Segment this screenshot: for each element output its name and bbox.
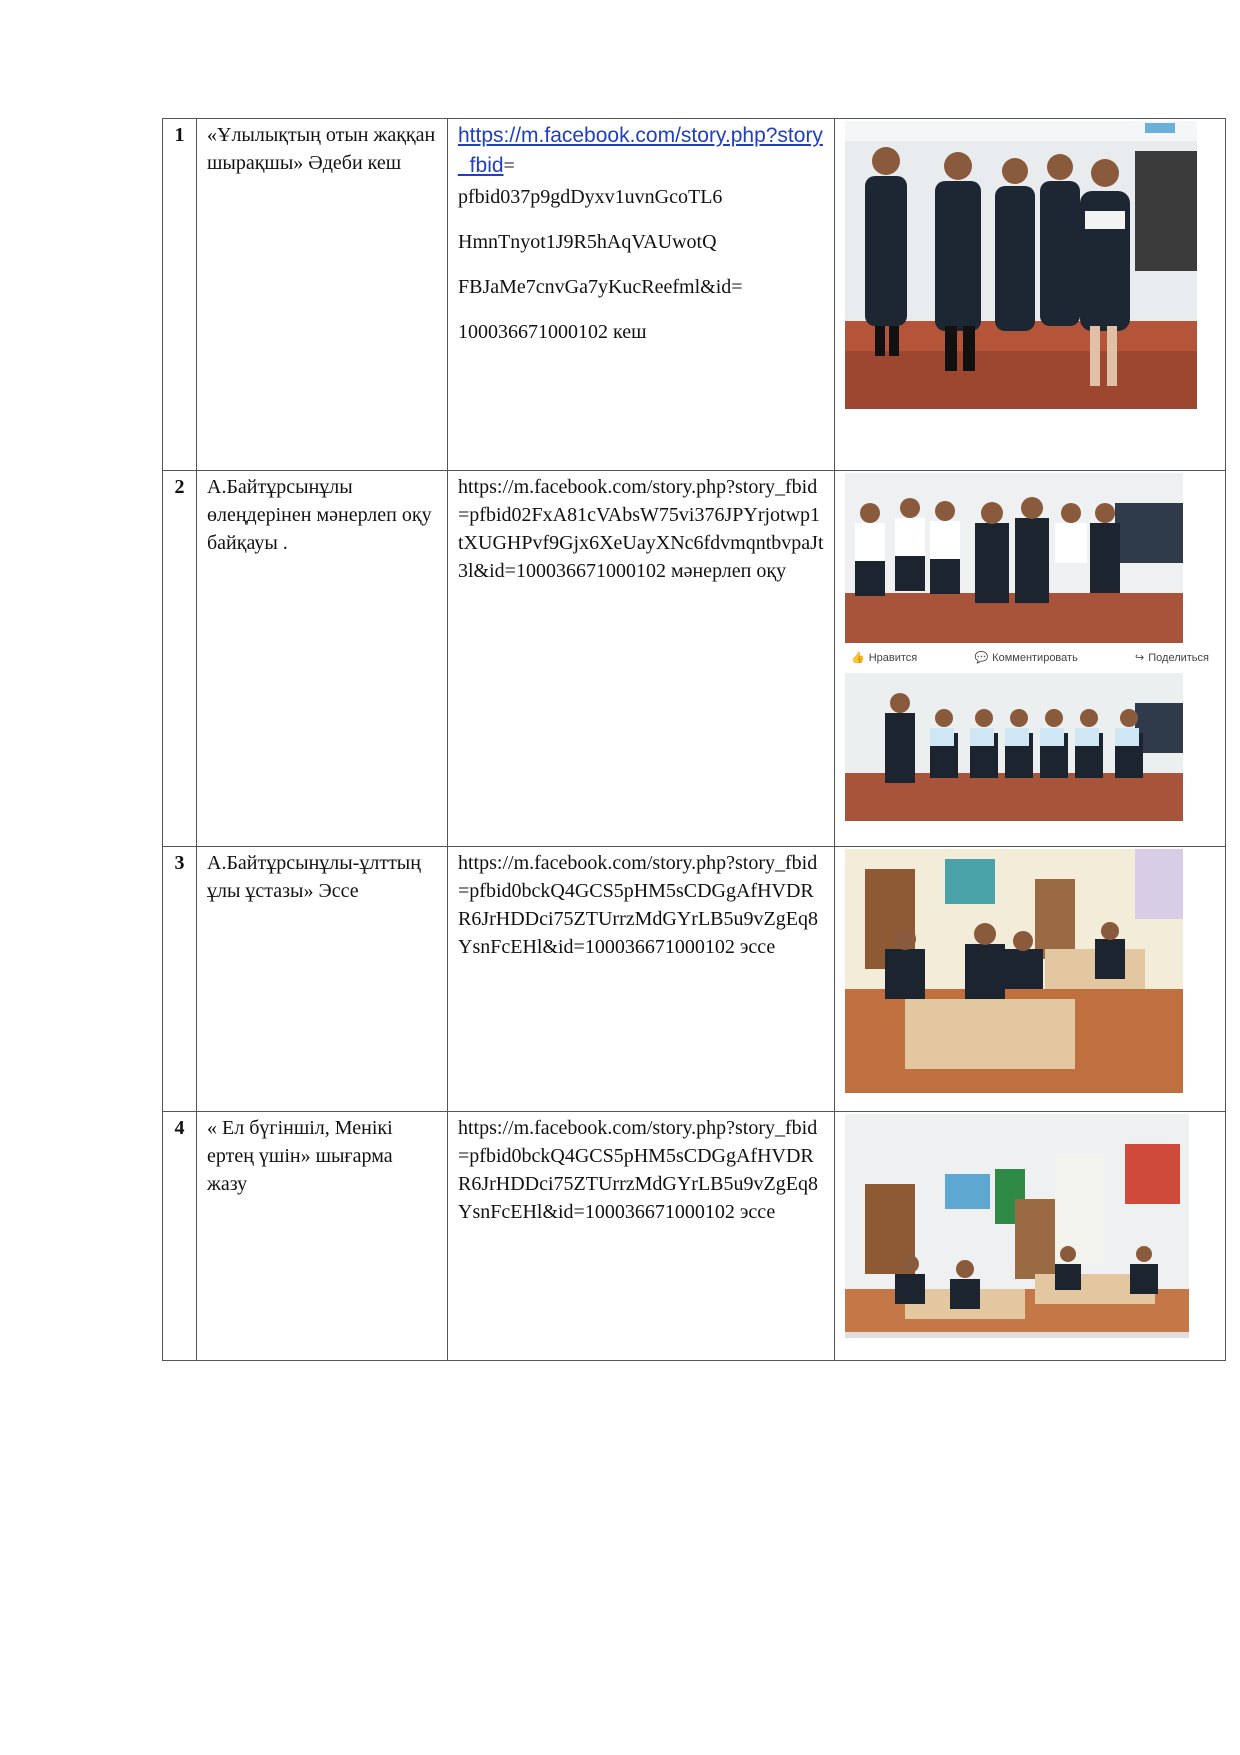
photo-cell [835,847,1226,1112]
events-table [162,118,1226,1361]
share-label: Поделиться [1148,652,1209,664]
link-line: FBJaMe7cnvGa7yKucReefml&id= [458,276,743,298]
photo-cell [835,119,1226,471]
thumbs-up-icon: 👍 [851,652,865,664]
classroom-essay-photo [845,1114,1189,1338]
students-standing-photo [845,121,1197,409]
table-row [163,847,1226,1112]
link-text: https://m.facebook.com/story.php?story_fbid=pfbid02FxA81cVAbsW75vi376JPYrjotwp1tXUGHPvf9Gjx6XeUayXNc6fdvmqntbvpaJt3l&id=100036671000102 мәнерлеп оқу [448,471,835,847]
facebook-action-bar [845,643,1215,673]
link-cell [448,119,835,471]
comment-action[interactable] [974,652,1077,664]
photo-cell [835,1112,1226,1361]
link-line: pfbid037p9gdDyxv1uvnGcoTL6 [458,186,723,208]
table-row [163,1112,1226,1361]
row-number: 1 [163,119,197,471]
table-row [163,471,1226,847]
link-text: https://m.facebook.com/story.php?story_fbid=pfbid0bckQ4GCS5pHM5sCDGgAfHVDRR6JrHDDci75ZTUrrzMdGYrLB5u9vZgEq8YsnFcEHl&id=100036671000102 эссе [448,1112,835,1361]
link-line [458,121,824,181]
photo-cell [835,471,1226,847]
comment-label: Комментировать [992,652,1078,664]
link-line: 100036671000102 кеш [458,321,647,343]
students-reading-photo [845,473,1183,643]
share-icon: ↪ [1135,652,1145,664]
row-number: 4 [163,1112,197,1361]
like-action[interactable] [851,652,917,664]
like-label: Нравится [868,652,918,664]
row-number: 2 [163,471,197,847]
link-line: HmnTnyot1J9R5hAqVAUwotQ [458,231,717,253]
classroom-writing-photo [845,849,1183,1093]
table-row [163,119,1226,471]
event-title: « Ел бүгіншіл, Менікі ертең үшін» шығарма жазу [197,1112,448,1361]
share-action[interactable] [1135,652,1209,664]
event-title: А.Байтұрсынұлы-ұлттың ұлы ұстазы» Эссе [197,847,448,1112]
event-title: «Ұлылықтың отын жаққан шырақшы» Әдеби кеш [197,119,448,471]
comment-icon: 💬 [974,652,989,664]
row-number: 3 [163,847,197,1112]
link-text: https://m.facebook.com/story.php?story_fbid=pfbid0bckQ4GCS5pHM5sCDGgAfHVDRR6JrHDDci75ZTUrrzMdGYrLB5u9vZgEq8YsnFcEHl&id=100036671000102 эссе [448,847,835,1112]
students-certificates-photo [845,673,1183,821]
event-title: А.Байтұрсынұлы өлеңдерінен мәнерлеп оқу байқауы . [197,471,448,847]
facebook-link[interactable]: https://m.facebook.com/story.php?story_fbid [458,124,823,177]
link-text: = [503,155,515,177]
